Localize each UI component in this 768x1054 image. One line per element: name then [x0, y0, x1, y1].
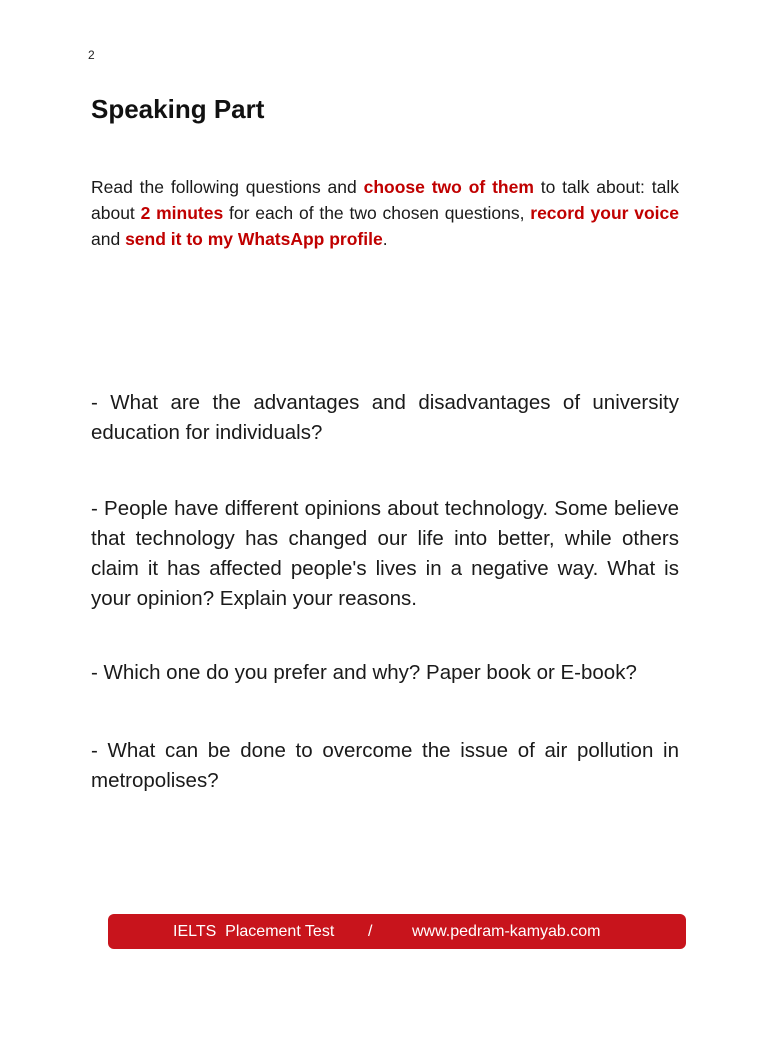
instructions-highlight: send it to my WhatsApp profile [125, 229, 383, 249]
question-item: - People have different opinions about technology. Some believe that technology has changed our life into better, while others claim it has affected people's lives in a negative way. What is your opinion? Explain your reasons. [91, 497, 679, 610]
footer-bar [108, 914, 686, 949]
instructions-text: to talk about: talk about [91, 177, 679, 223]
instructions-text: and [91, 229, 126, 249]
instructions-text: . [382, 229, 388, 249]
question-item: - Which one do you prefer and why? Paper book or E-book? [91, 661, 637, 684]
footer-title: IELTS Placement Test [173, 923, 335, 940]
instructions-highlight: 2 minutes [140, 203, 224, 223]
footer-website-link[interactable]: www.pedram-kamyab.com [412, 923, 601, 940]
instructions-highlight: record your voice [530, 203, 679, 223]
instructions-highlight: choose two of them [363, 177, 534, 197]
instructions-text: for each of the two chosen questions, [223, 203, 531, 223]
page-number: 2 [88, 48, 95, 62]
question-item: - What can be done to overcome the issue of air pollution in metropolises? [91, 739, 679, 792]
section-heading: Speaking Part [91, 94, 265, 124]
instructions-text: Read the following questions and [91, 177, 364, 197]
instructions-paragraph [91, 174, 679, 252]
footer-separator: / [368, 923, 373, 940]
question-item: - What are the advantages and disadvantages of university education for individuals? [91, 391, 679, 444]
